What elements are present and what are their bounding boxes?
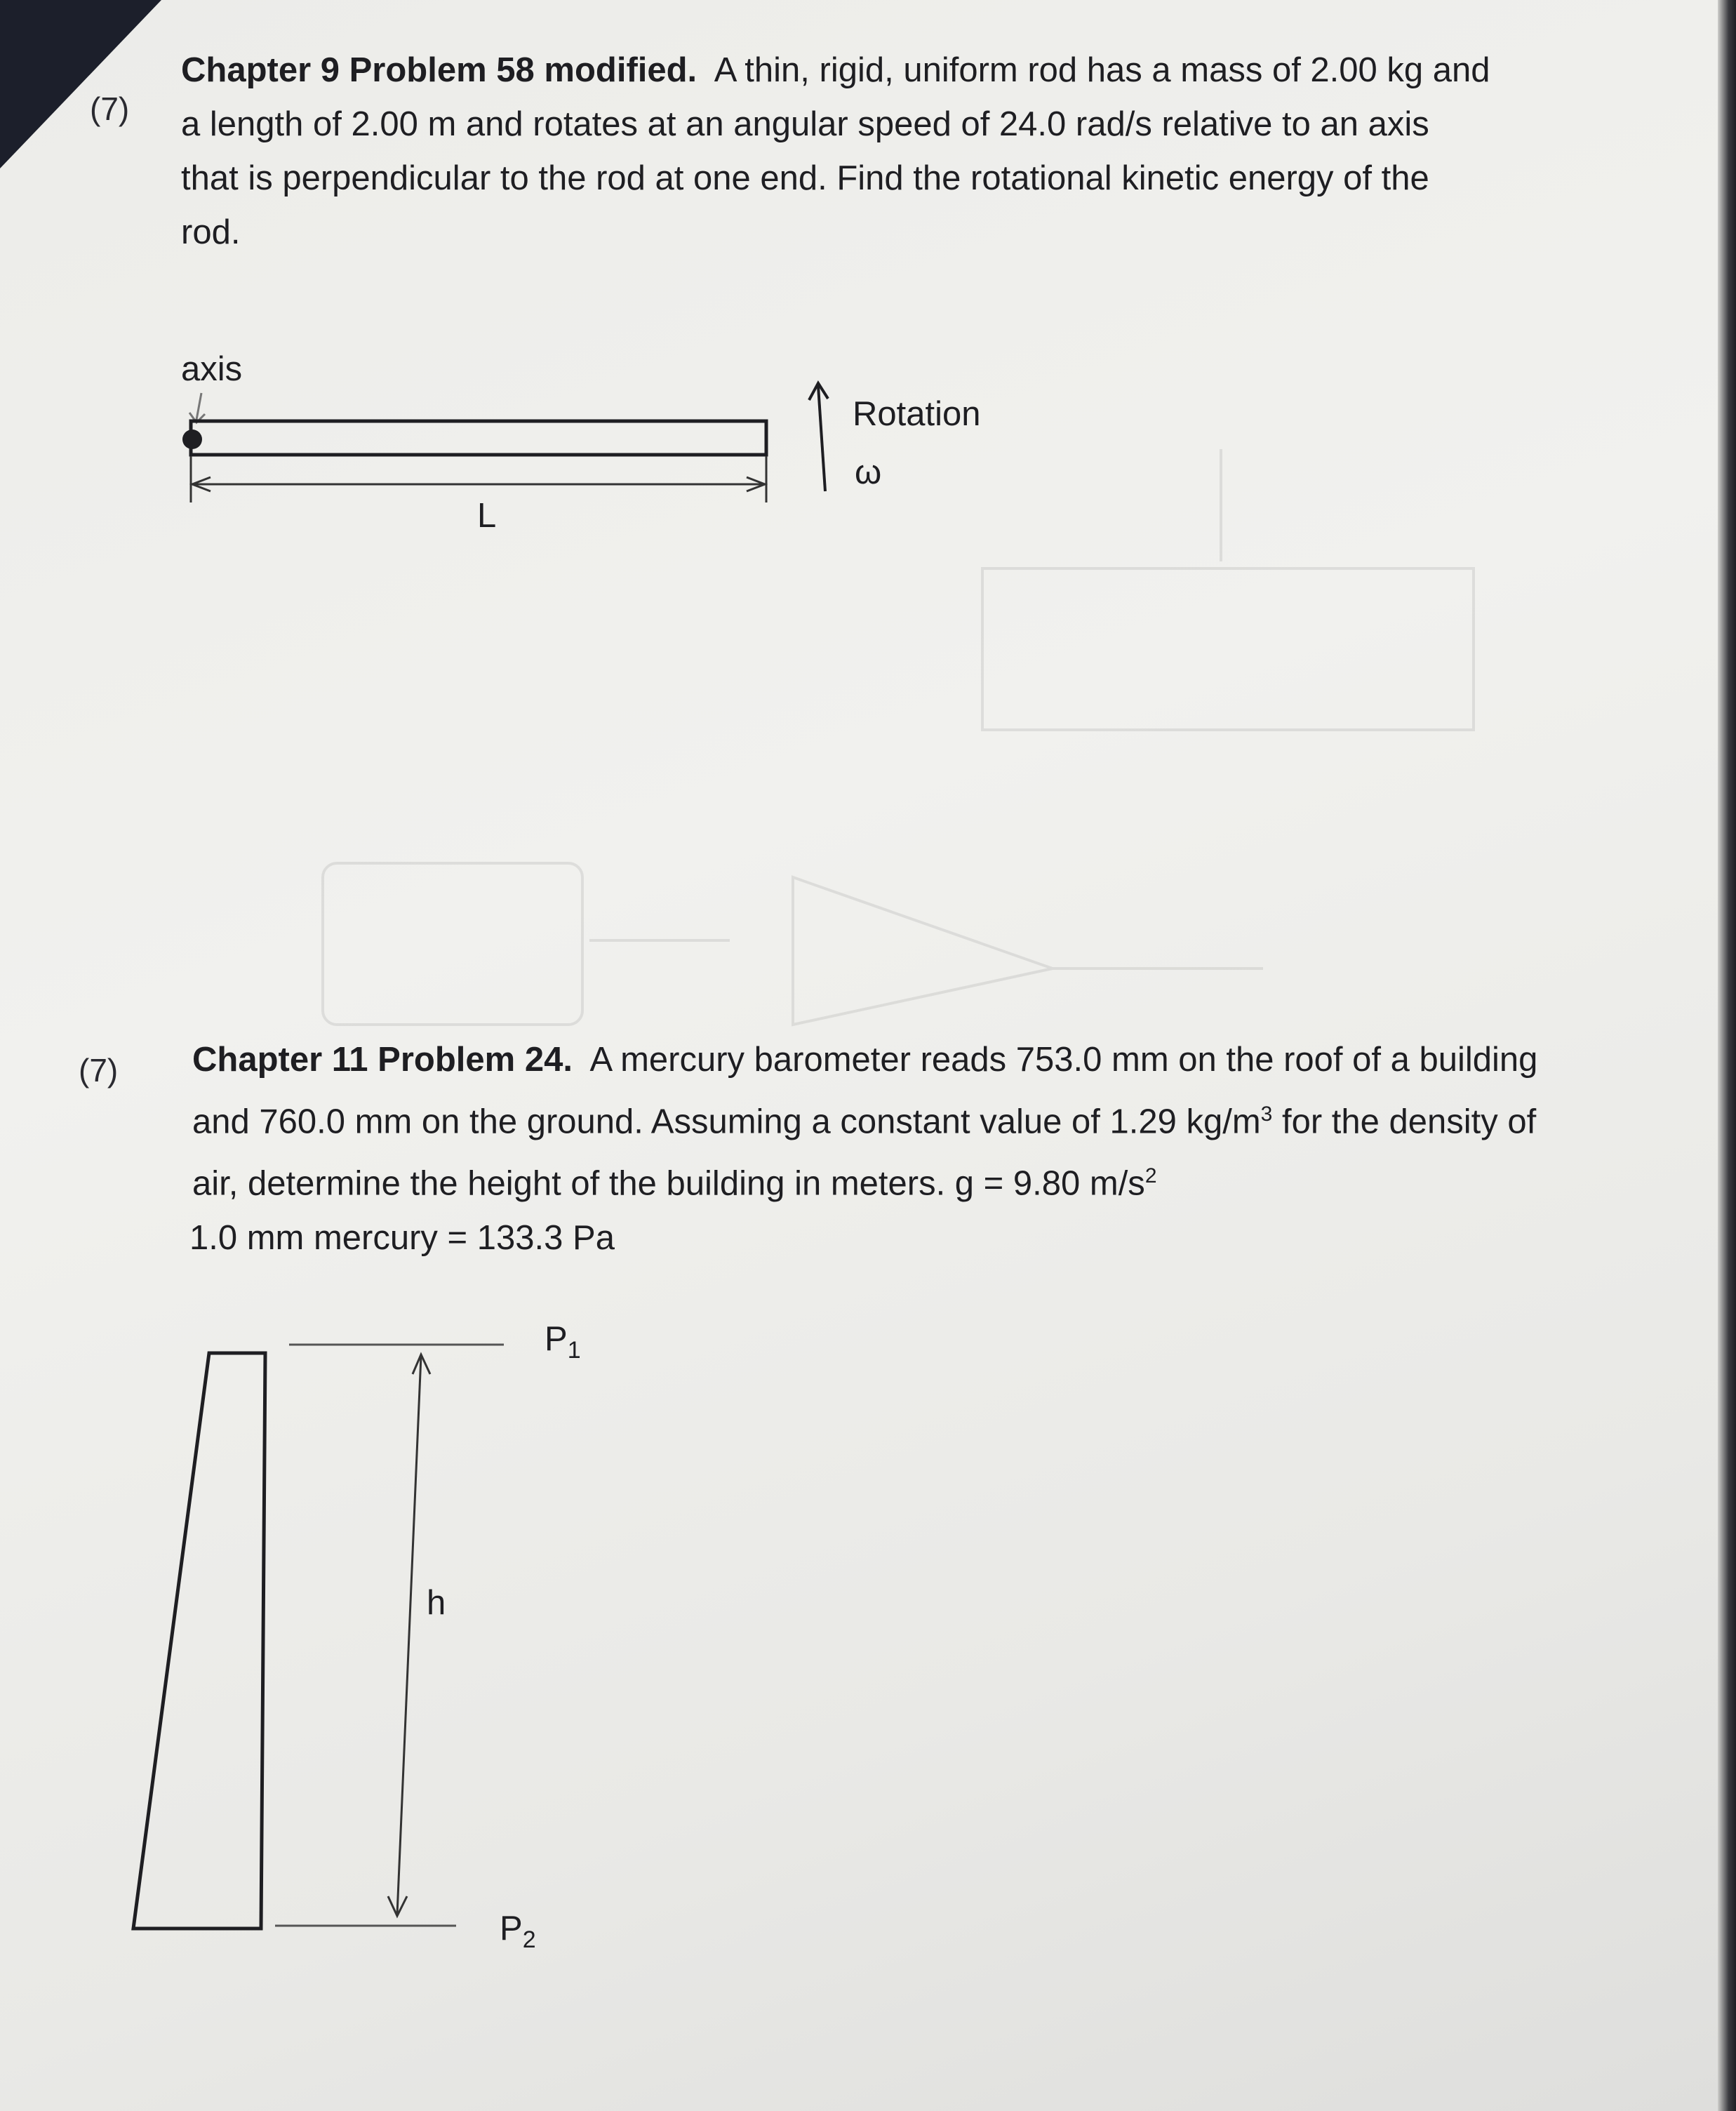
density-unit-exponent: 3 xyxy=(1260,1103,1273,1126)
p2-label xyxy=(500,1909,536,1954)
axis-pivot-dot xyxy=(182,429,202,449)
conversion-note: 1.0 mm mercury = 133.3 Pa xyxy=(189,1219,615,1257)
height-dimension-line xyxy=(397,1356,421,1914)
problem2-heading: Chapter 11 Problem 24. xyxy=(192,1041,573,1079)
building-diagram xyxy=(133,1345,504,1929)
problem2-text-part1: A mercury barometer reads 753.0 mm on the roof of a building and 760.0 mm on the ground. Assuming a constant value of 1.29 kg/m xyxy=(192,1041,1538,1141)
p2-label-base: P xyxy=(500,1910,523,1947)
problem2-text-part2: for the density of air, determine the height of the building in meters. g = 9.80 m/s xyxy=(192,1103,1537,1203)
p2-label-subscript: 2 xyxy=(522,1926,536,1953)
problem2-points: (7) xyxy=(79,1052,119,1088)
axis-arrow-shaft xyxy=(196,393,201,420)
rod xyxy=(191,421,766,455)
axis-label: axis xyxy=(181,350,243,388)
problem1-points: (7) xyxy=(90,91,130,127)
rotation-label: Rotation xyxy=(853,395,981,433)
p1-label-subscript: 1 xyxy=(567,1336,581,1364)
height-label: h xyxy=(427,1584,446,1622)
gravity-unit-exponent: 2 xyxy=(1144,1164,1157,1188)
rotation-arrow-shaft xyxy=(818,386,825,491)
p1-label-base: P xyxy=(545,1320,568,1358)
show-through-marks xyxy=(323,449,1474,1025)
problem1-heading: Chapter 9 Problem 58 modified. xyxy=(181,51,697,89)
omega-label: ω xyxy=(855,453,882,491)
rod-diagram xyxy=(182,383,828,502)
problem2-statement xyxy=(192,1033,1547,1211)
problem1-text: A thin, rigid, uniform rod has a mass of 2.00 kg and a length of 2.00 m and rotates at an angular speed of 24.0 rad/s relative to an axis that is perpendicular to the rod at one end. Find the rotational kinetic energy of the rod. xyxy=(181,51,1490,251)
p1-label xyxy=(545,1319,581,1364)
building xyxy=(133,1353,265,1929)
length-label: L xyxy=(477,497,497,535)
